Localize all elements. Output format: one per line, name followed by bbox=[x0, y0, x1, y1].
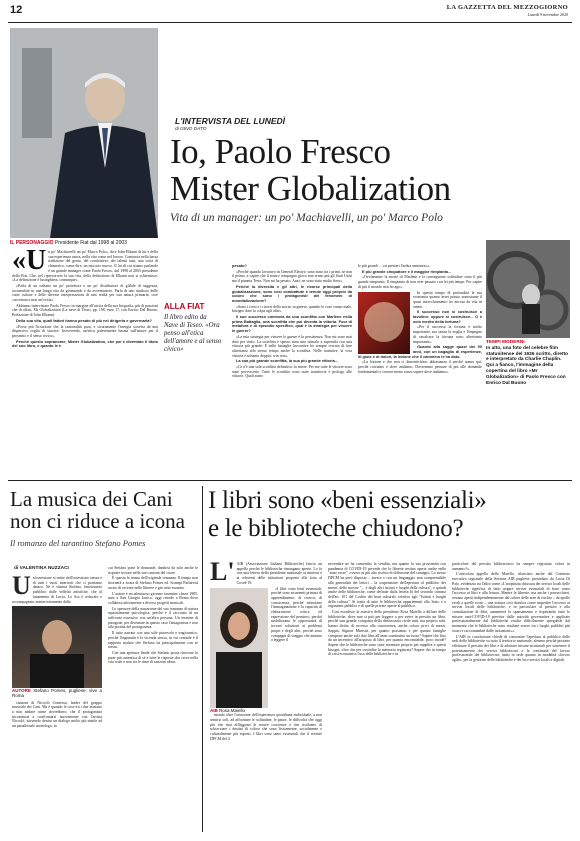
top-col2-p7: La sua più grande sconfitta, la sua più grande vittoria... bbox=[236, 358, 339, 364]
top-col3-p6: «Per il successo la fortuna è molto importante, ma senza la voglia e l'impegno di cavalcare la fortuna sono altrettanto importanti». bbox=[413, 325, 482, 344]
header-rule bbox=[8, 22, 572, 23]
top-col3-p3: «Ovviamente la morte di Marlène e la conseguente solitudine sono il più grande rimpianto. Il rimpianto di non aver passato con lei più tempo. Per capire di più il mondo non ho ago». bbox=[358, 275, 482, 289]
photo-fresco bbox=[10, 28, 158, 238]
br-photo-caption-label: AIB bbox=[210, 707, 218, 713]
top-col3-p8: «La lezione e che non ci dimentichino: abbastanza il perché siamo qui, perché corriamo e dove andiamo. Dovremmo pensare di più alle domande fondamentali e correre meno senza sapere dove andiamo». bbox=[358, 360, 482, 374]
photo2-caption bbox=[486, 340, 570, 386]
top-byline: di GINO DATO bbox=[175, 127, 207, 132]
top-col2-p8: «Ce n'è una sola sconfitta definitiva: la morte. Per me tutte le vittorie sono state provvisorie. Tutte le sconfitte sono state transitorie e prologo alle vittorie. Quali siano bbox=[232, 365, 352, 379]
br-photo-caption-text: Rosa Maiello bbox=[219, 707, 246, 713]
maiello-face bbox=[228, 612, 250, 640]
top-col2-p2: «Perché quando lavoravo in General Electric sono stato tra i primi, se non il primo, a capire che il nostro compagno gioco non erano più gli Stati Uniti ma il pianeta Terra. Non mi ha pesato. Anzi, ne sono stato molto fiero». bbox=[232, 269, 352, 284]
photo1-caption-text: Presidente Fiat dal 1998 al 2003 bbox=[54, 240, 127, 246]
top-col3-p4: In questo tempo di profondità la sua economia quanto avrei potuto nonostante il quasi invecchiamento ho ancora da vita in sieme. bbox=[413, 290, 482, 309]
dropcap-L: L' bbox=[210, 562, 235, 586]
photo1-caption-label: IL PERSONAGGIO bbox=[10, 240, 54, 246]
section-kicker: L'INTERVISTA DEL LUNEDÌ bbox=[175, 116, 286, 126]
bl-col1-p1: n'ossessione si mitre dell'ossessione stessa e di tutti i vuoti interrorti che ci portiamo dentro. Ne è vittima Stefano, funzionario pubblico dalle velleità artistiche, che al lunamento di Lucia, Lo Ara è reducato e accompagnato ininterrottamente dalla bbox=[12, 576, 102, 604]
br-col3-p2: L'articolata appello della Maiello, rilanciato anche dal Comitato esecutivo regionale della Sezione AIB pugliese, presieduto da Lucia Di Palo, evidenzia tra l'altro come «L'inopinata chiusura dei servizi locali delle biblioteche significa di fatto negare servizi essenziali di base come l'accesso ai libri e alla lettura. Mentre le librerie, ma anche i parrucchieri, restano aperti indipendentemente dal colore delle aree di rischio – da quelle verdi a quelle rosse – una misura così drastica come impedire l'accesso ai servizi locali delle biblioteche, e in particolare al prestito e alla consultazione di libri, aumenterà lo spaesamento e rispettando tutte le misure anti-COVID-19 previste dalle autorità governative e applicate professionalmente dal biblioteche risulta difficilmente spiegabile dal momento che le biblioteche sono risultate essere tra i luoghi pubblici più sicuri e raccomandati dalle istituzioni»». bbox=[452, 572, 570, 633]
book-cover-face bbox=[364, 302, 404, 342]
bl-subtitle: Il romanzo del tarantino Stefano Pomes bbox=[10, 538, 146, 548]
photo1-caption bbox=[10, 240, 160, 246]
top-col1 bbox=[12, 250, 158, 476]
gears-illustration bbox=[486, 240, 570, 338]
top-col1-p2: «Parla di un italiano un po' proiettore e un po' distributore di gillule di saggezza, accumulate in una lunga vita da giramondo e da avventuriero. Parla di uno studioso delle varie culture e delle diverse interpretazioni di una realtà per sua natura primaria, cioè «accettata e mai un'ovvia». bbox=[12, 283, 158, 303]
bl-photo-caption bbox=[12, 689, 102, 698]
top-col2-p3: Perché la diversità e gli altri, le risorse principali della globalizzazione, sono così combattute e tenute oggi proprio da coloro che sono i protagonisti dei fenomeni di mondializzazione? bbox=[232, 283, 352, 303]
page-number: 12 bbox=[10, 4, 23, 16]
top-col3-p2: E più grande cinquatore e il maggior rimpianto... bbox=[362, 268, 452, 274]
top-col2 bbox=[232, 264, 352, 476]
br-col3-p3: L'AIB in conclusione chiede di consentire l'apertura al pubblico delle sedi delle biblioteche su tutto il territorio nazionale, almeno perché possano effettuare il prestito dei libri e di adottare misure strutturali per sostenere il potenziamento dei servizi bibliotecari e la continuità del lavoro professionale dei bibliotecari, tanto in sede quanto in modalità «lavoro agile», per la gestione delle biblioteche e dei loro servizi locali e digitali. bbox=[452, 634, 570, 663]
top-col3-p5: Il successo non si costruisce a tavolino: oppure si costruisce... O è solo merito della fortuna? bbox=[413, 309, 482, 324]
top-col1-p3: Abbiamo intervistato Paolo Fresco in margine all'uscita della sua biografia, più di passioni che di affari, Mr Globalization (La nave di Teseo, pp. 198, euro 17, con Enrico Dal Buono, Prefazione di John Elkann). bbox=[12, 303, 158, 318]
top-col1-p1: n po' Machiavelli un po' Marco Polo», dice John Elkann di lui e della sua esperienza unica, nella vita come nel lavoro. Comincia nella bassa tradizione del genio, del condottiero, dei talenti tutti, una sorta di chimerico, come dire, un incrocio nuovo. Il lui di cui stiamo parlando è un grande manager come Paolo Fresco, dal 1998 al 2003 presidente della Fiat. Che, nel ripercorrere la sua vita, della definizione di Elkann non si schermisce: «La definizione è lusinghiera, comunque». bbox=[12, 250, 158, 283]
dropcap-U: «U bbox=[12, 250, 47, 276]
top-subtitle: Vita di un manager: un po' Machiavelli, un po' Marco Polo bbox=[170, 212, 443, 224]
photo-modern-times bbox=[486, 240, 570, 338]
section-divider bbox=[8, 480, 572, 481]
maiello-jacket bbox=[216, 652, 262, 708]
br-col1 bbox=[210, 562, 322, 832]
pomes-face bbox=[42, 620, 72, 656]
header-date: Lunedì 9 novembre 2020 bbox=[527, 12, 568, 17]
top-title-line1: Io, Paolo Fresco bbox=[170, 132, 391, 171]
photo-maiello bbox=[210, 588, 268, 708]
masthead: LA GAZZETTA DEL MEZZOGIORNO bbox=[446, 4, 568, 11]
top-col3 bbox=[358, 264, 482, 476]
top-col1-p5: «Forse più l'irruzione che la razionalità pura, e sicuramente l'energia sorretta da una dispersiva voglia di vincere. Irreverendo, un'etica palesemente basata sull'amore per il prossimo e il senso civico». bbox=[12, 324, 158, 338]
br-col3-p1: particolare del prestito bibliotecario ha sempre registrato valori in aumento?». bbox=[452, 562, 570, 571]
sidebar-box bbox=[164, 302, 222, 357]
br-col3 bbox=[452, 562, 570, 832]
bl-title-line1: La musica dei Cani bbox=[10, 487, 173, 511]
top-col2-p5: Il suo successo comincia da una sconfitta con Marlène nella prima Battaglia, una sconfitta che poi diventa la vittoria. Fuor di metafora e di episodio specifico, qual è la strategia per vincere le guerre? bbox=[232, 314, 352, 334]
photo2-caption-label: TEMPI MODERNI bbox=[486, 340, 525, 345]
top-col2-p1: pesato? bbox=[232, 264, 247, 268]
top-col2-p4: «Sono i corsi e i ricorsi della storia: in genere, quando le cose vanno male, bisogno dare la colpa agli altri». bbox=[232, 304, 352, 314]
br-col1-p3: mondo oltre l'orizzonte dell'esperienza quotidiana individuale, a non sentirsi soli, ad affrontare le solitudine, le paure, le difficoltà che oggi più che mai affliggono le nostre coscienze e che rischiano di schiacciare i destini di coloro che sono fisicamente, socialmente e culturalmente più esposti. I libri sono tanto essenziali che il recente DPCM del 4 bbox=[210, 713, 322, 741]
portrait-illustration bbox=[10, 28, 158, 238]
bl-col2-p5: Il tutto narrato con uno stile piacevole e tragicomico, perché l'ingenuità è la vicenda stessa, in cui centrale è il rapporto malato che Stefano ha principalmente con se stesso. bbox=[108, 631, 198, 650]
sidebar-text: Il libro edito da Nave di Teseo. «Ora penso all'etica dell'amore e al senso civico» bbox=[164, 314, 222, 353]
photo-book-cover bbox=[358, 292, 410, 354]
bl-col2-p3: L'autore è un talentuoso giovane tarantino classe 1985, nato a San Giorgio Jonico, oggi risiede a Roma dove collabora attivamente a diversi progetti musicali. bbox=[108, 591, 198, 605]
br-col1-p2: «I libri sono beni essenziali, perché sono strumenti primari di apprendimento, di ricerca, di conoscenza, perché stimolano l'immaginazione e la capacità di elaborazione critica ed espressione del pensiero, perché mobilizzano le opportunità di trovare soluzioni ai problemi propri e degli altri, perché sono compagni di viaggio che aiutano a leggere il bbox=[271, 586, 322, 643]
br-col2 bbox=[328, 562, 446, 832]
bl-col2-p1: cui Stefano pone le domande, dandosi da solo anche le risposte trovate nelle sue canzoni del cuore. bbox=[108, 566, 198, 575]
bl-photo-caption-label: AUTORE bbox=[12, 688, 31, 694]
top-col1-p6: Perché questo sopranome, Mister Globalization, che poi è diventato il titolo del suo libro, e quanto le è bbox=[12, 338, 158, 349]
top-col3-p1: le più grandi ... «si prestert l'ardua sentenza»». bbox=[358, 264, 431, 268]
dropcap-U2: U bbox=[12, 576, 31, 600]
bl-col2 bbox=[108, 566, 198, 830]
bl-col2-p6: Con una apertura finale che Stefano possa ritrovare la parte più autentica di sé e tutte le risposte che cerca nella vita reale e non tra le rime di canzoni altrui. bbox=[108, 650, 198, 665]
top-title-line2: Mister Globalization bbox=[170, 169, 451, 208]
bl-photo-caption-text: Stefano Pomes, pugliese, vive a Roma bbox=[12, 688, 102, 698]
bl-title-line2: non ci riduce a icona bbox=[10, 509, 185, 533]
photo2-caption-text: In alto, una foto del celebre film statunitense del 1936 scritto, diretto e interpretato da Charlie Chaplin. Qui a fianco, l'immagine della copertina del libro «Mr Globalization» di Paolo Fresco con Enrico Dal Buono bbox=[486, 345, 569, 386]
bl-col2-p4: Lo spessore della narrazione del suo romanzo di natura squisitamente psicologica, perché è il racconto di un raffronto ossessivo con un'altra persona. Un termine di paragone, per diventare in questo caso l'antagonista e non alla portata del protagonista. bbox=[108, 606, 198, 630]
photo-pomes bbox=[12, 606, 102, 688]
bl-col1 bbox=[12, 576, 102, 830]
bl-byline: di VALENTINA NUZZACI bbox=[14, 566, 69, 571]
top-col1-p4: Della sua vita, quali fattori hanno pesato di più nel dirigerla e governarla? bbox=[16, 317, 152, 323]
br-title-line2: e le biblioteche chiudono? bbox=[208, 515, 464, 542]
br-title-line1: I libri sono «beni essenziali» bbox=[208, 487, 487, 514]
bl-col2-p2: È questa la trama dell'originale romanzo Il tempo non ritornerà a icona di Stefano Pomes ed. Scampi Parlaresti uscito di recente nelle librerie e già tutto esaurito. bbox=[108, 576, 198, 590]
br-col2-p1: novembre ne ha consentito la vendita, ma quanto la sua prossimità con pandemia di COVID-19 prevede che le librerie restino aperte anche nelle "zone rosse", ovvero ai più alto rischio di diffusione del contagio. Lo stesso DPCM ha però disposto – invece e con un linguaggio non comprensibile alla generalità dei lettori – la sospensione dell'apertura al pubblico dei musei, delle mostre "... e degli altri istituti e luoghi della cultura", e quindi anche delle biblioteche, come definite dalla lettera b) del secondo comma dell'art. 101 del Codice dei beni culturali, relativo agli "Istituti e luoghi della cultura". Si tratta di tutte le biblioteche appartenenti allo Stato e a organismi pubblici e di quelle private aperte al pubblico. bbox=[328, 562, 446, 609]
bottom-vertical-divider bbox=[202, 486, 203, 832]
bl-col1-p2: canzoni di Niccolò Contessa, leader del gruppo musicale dei Cani. Ma è quando le cose tra i due iniziano a non andare come dovrebbero, che il protagonista incomincia a confrontarsi nuovamente con l'artista Niccolò, istruendo dentro un dialogo molto più simile ad un paradossale monologo, in bbox=[12, 700, 102, 729]
br-col2-p2: Così esordisce la missiva della presidente Rosa Maiello a diffuse delle biblioteche, dove non si può per leggere o per avere in prestito un libro, perché una grande conquista della democrazia civile tutti, ma proprio tutti, hanno diritto di accesso alla conoscenza, anche coloro privi di mezzi. Sappia, Signori Ministri, per quanto possiamo e per quanto famiglie comprare anche solo due libri all'anno continuino un lusso? Sapete che fino da un incentivo all'acquisto di libri, per quanto encomiabile, poco incide? Sapete che le biblioteche sono state inventate proprio per supplire a questi bisogni, oltre che per custodire la memoria registrata? Sapete che in tempo di crisi economica l'uso delle biblioteche e in bbox=[328, 610, 446, 657]
pomes-shirt bbox=[30, 654, 84, 688]
top-col2-p6: «La mia strategia per vincere le guerre è la persistenza. Non mi sono mai dato per vinto. La sconfitta è spesso stata uno stimolo a superarla con una vittoria più grande. E nelle battaglie lavorative ho sempre cercato di fare altrettanto allo stesso tempo anche la sconfitta. Nelle trattative, la vera vittoria è soltanto doppia: win win». bbox=[232, 334, 352, 358]
top-col3-p7: Guardo alla sagge quasi dei 90 anni, con un bagaglio di esperienze, di gioie e di dolori, la lezione che il cammino le ha dato. bbox=[358, 344, 482, 359]
br-col1-p1: AIB (Associazione Italiana Biblioteche) lancia un appello perché le biblioteche rimangano aperte. Lo fa con una lettera della presidente nazionale ai ministri e ai referenti delle istituzioni proposte alla lotta al Covid-19. bbox=[236, 562, 322, 585]
sidebar-title: ALLA FIAT bbox=[164, 302, 205, 311]
